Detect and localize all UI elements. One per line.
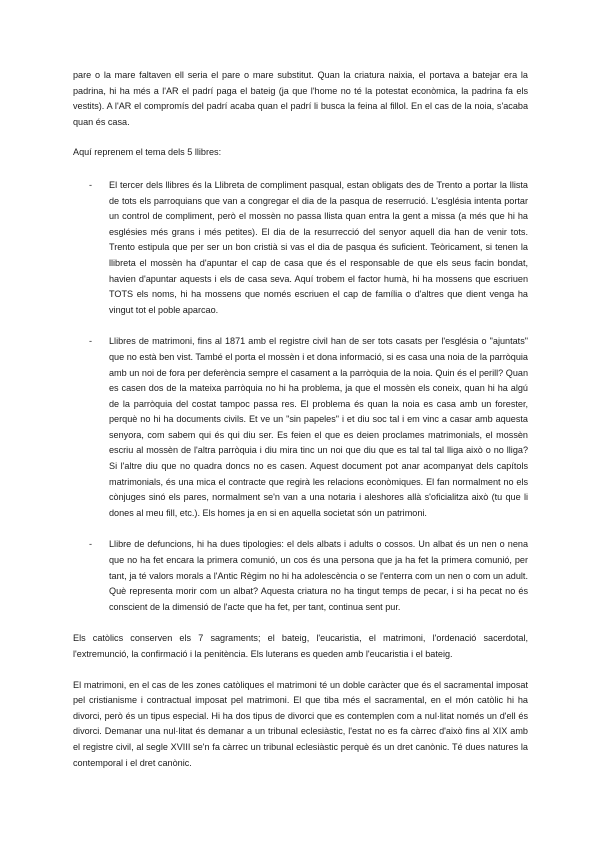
list-item-defuncions bbox=[73, 537, 528, 615]
books-list bbox=[73, 178, 528, 615]
intro-paragraph: pare o la mare faltaven ell seria el pare o mare substitut. Quan la criatura naixia, el portava a batejar era la padrina, hi ha més a l'AR el padrí paga el bateig (ja que l'home no té la potestat econòmica, la padrina fa els vestits). A l'AR el compromís del padrí acaba quan el padrí li busca la feina al fillol. En el cas de la noia, s'acaba quan és casa. bbox=[73, 70, 528, 127]
topic-line: Aquí reprenem el tema dels 5 llibres: bbox=[73, 147, 222, 158]
bullet-dash: - bbox=[89, 179, 93, 190]
list-item-matrimoni bbox=[73, 334, 528, 521]
list-item-compliment-pasqual bbox=[73, 178, 528, 318]
marriage-paragraph: El matrimoni, en el cas de les zones catòliques el matrimoni té un doble caràcter que és el sacramental imposat pel cristianisme i contractual imposat pel matrimoni. El que tiba més el sacramental, en el món catòlic hi ha divorci, però és un tipus especial. Hi ha dos tipus de divorci que es contemplen com a nul·litat només un d'ell és divorci. Demanar una nul·litat és demanar a un tribunal eclesiàstic, l'estat no es fa càrrec d'això fins al XIX amb el registre civil, al segle XVIII se'n fa càrrec un tribunal eclesiàstic perquè és un dret canònic. Té dues natures la contemporal i el dret canònic. bbox=[73, 679, 528, 768]
sacraments-paragraph: Els catòlics conserven els 7 sagraments; el bateig, l'eucaristia, el matrimoni, l'ordenació sacerdotal, l'extremunció, la confirmació i la penitència. Els luterans es queden amb l'eucaristia i el bateig. bbox=[73, 633, 528, 659]
list-item-text: Llibre de defuncions, hi ha dues tipologies: el dels albats i adults o cossos. Un albat és un nen o nena que no ha fet encara la primera comunió, un cos és una persona que ja ha fet la primera comunió, per tant, ja té valors morals a l'Antic Règim no hi ha adolescència o se l'enterra com un nen o com un adult. Què representa morir com un albat? Aquesta criatura no ha tingut temps de pecar, i si ha pecat no és conscient de la dimensió de l'acte que ha fet, per tant, continua sent pur. bbox=[109, 539, 528, 612]
bullet-dash: - bbox=[89, 539, 93, 550]
document-page bbox=[73, 68, 528, 771]
list-item-text: Llibres de matrimoni, fins al 1871 amb el registre civil han de ser tots casats per l'església o "ajuntats" que no està ben vist. També el porta el mossèn i et dona informació, si es casa una noia de la parròquia amb un noi de fora per deferència sempre el casament a la parròquia de la noia. Quin és el perill? Quan es casen dos de la mateixa parròquia no hi ha problema, ja que el mossèn els coneix, quan hi ha algú de la parròquia del costat tampoc passa res. El problema és quan la noia es casa amb un forester, perquè no hi ha documents civils. Et ve un "sin papeles" i et diu soc tal i em vinc a casar amb aquesta senyora, com sabem qui és qui diu ser. Es feien el que es deien proclames matrimonials, el mossèn escriu al mossèn de l'altra parròquia i diu mira tinc un noi que diu que es tal tal tal lliga això o no lliga? Si l'altre diu que no quadra doncs no es casen. Aquest document pot anar acompanyat dels capítols matrimonials, és una mica el contracte que regirà les relacions econòmiques. El fan normalment no els cònjuges sinó els pares, normalment se'n van a una notaria i aleshores allà s'oficialitza això (tu que li dones al meu fill, etc.). Els homes ja en si en aquella societat són un patrimoni. bbox=[109, 336, 528, 518]
list-item-text: El tercer dels llibres és la Llibreta de compliment pasqual, estan obligats des de Trento a portar la llista de tots els parroquians que van a congregar el dia de la pasqua de reserrució. L'església intenta portar un control de compliment, però el mossèn no passa llista quan entra la gent a missa (a més que hi ha esglésies més grans i més petites). El dia de la resurrecció del senyor aquell dia han de venir tots. Trento estipula que per ser un bon cristià si vas el dia de pasqua és suficient. Teòricament, si tenen la llibreta el mossèn ha d'apuntar el cap de casa que és el responsable de que els seus facin bondat, havien d'apuntar aquests i els de casa seva. Aquí trobem el factor humà, hi ha mossens que escriuen TOTS els noms, hi ha mossens que només escriuen el cap de família o d'altres que dient venga ha vingut tot el poble aparcao. bbox=[109, 179, 528, 315]
bullet-dash: - bbox=[89, 336, 93, 347]
